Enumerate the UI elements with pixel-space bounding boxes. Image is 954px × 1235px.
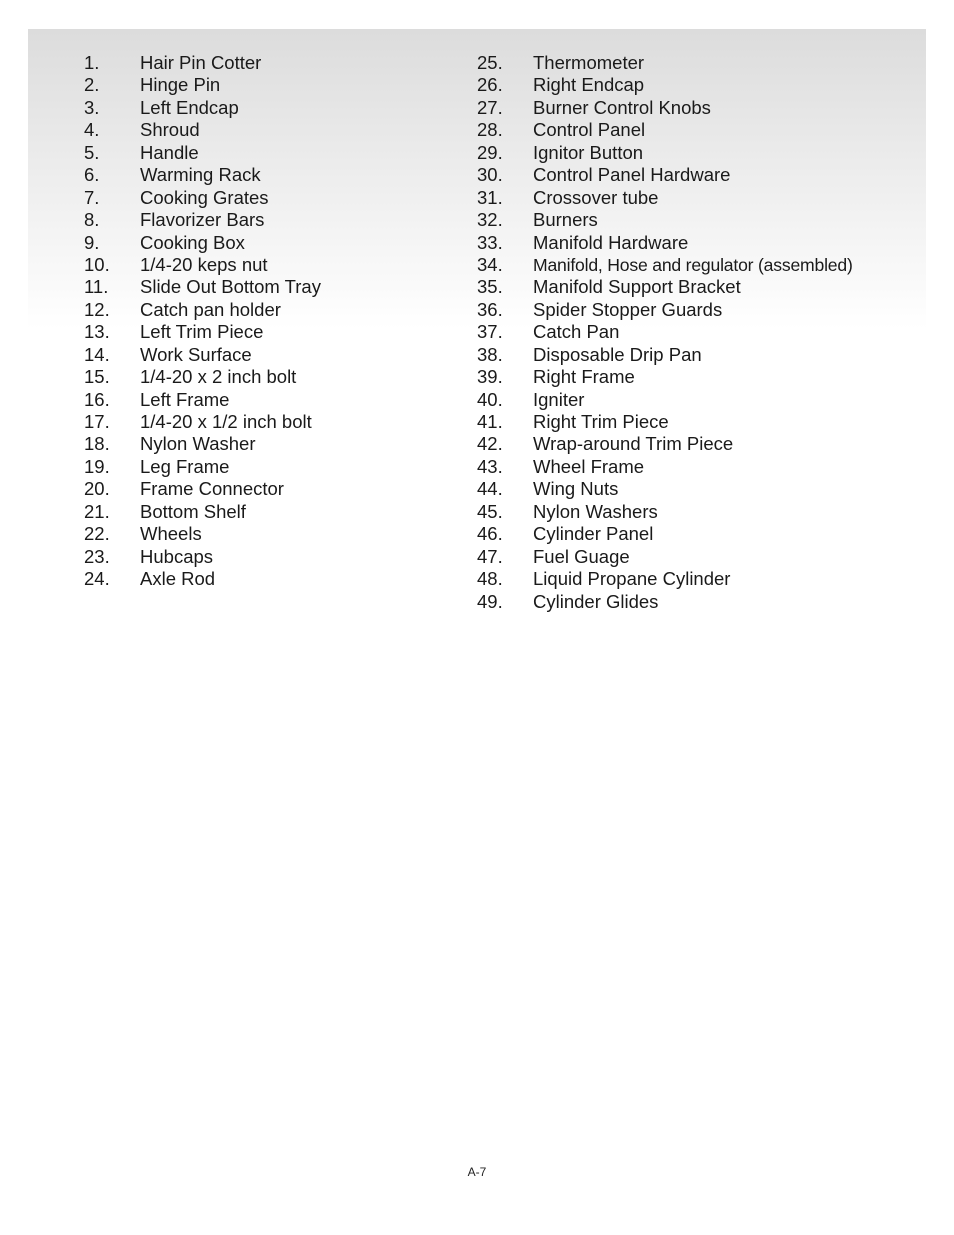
list-item — [84, 523, 321, 545]
list-item — [477, 456, 853, 478]
part-name: Left Frame — [140, 388, 230, 410]
list-item — [477, 501, 853, 523]
list-item — [84, 411, 321, 433]
part-number: 11. — [84, 276, 109, 298]
part-number: 3. — [84, 96, 100, 118]
part-name: Manifold Hardware — [533, 231, 689, 253]
part-number: 44. — [477, 478, 503, 500]
part-name: Catch pan holder — [140, 298, 281, 320]
part-number: 1. — [84, 52, 100, 73]
list-item — [477, 344, 853, 366]
part-number: 12. — [84, 298, 110, 320]
part-number: 45. — [477, 500, 503, 522]
part-number: 18. — [84, 433, 110, 455]
list-item — [84, 187, 321, 209]
list-item — [477, 433, 853, 455]
part-name: Left Trim Piece — [140, 321, 264, 343]
list-item — [477, 254, 853, 276]
list-item — [477, 478, 853, 500]
list-item — [84, 142, 321, 164]
part-name: Right Endcap — [533, 74, 645, 96]
part-name: Cylinder Panel — [533, 523, 654, 545]
list-item — [84, 546, 321, 568]
part-number: 34. — [477, 253, 503, 275]
page-number: A-7 — [467, 1165, 487, 1179]
part-number: 22. — [84, 523, 110, 545]
part-number: 30. — [477, 164, 503, 186]
part-name: Cylinder Glides — [533, 590, 659, 612]
part-name: Catch Pan — [533, 321, 620, 343]
list-item — [477, 276, 853, 298]
parts-list-left-column — [84, 52, 321, 591]
list-item — [84, 52, 321, 74]
part-name: Cooking Box — [140, 231, 245, 253]
part-number: 26. — [477, 74, 503, 96]
part-name: Wing Nuts — [533, 478, 619, 500]
part-name: Nylon Washers — [533, 500, 658, 522]
list-item — [84, 97, 321, 119]
part-name: Crossover tube — [533, 186, 659, 208]
list-item — [477, 74, 853, 96]
part-name: Shroud — [140, 119, 200, 141]
list-item — [84, 456, 321, 478]
part-number: 47. — [477, 545, 503, 567]
part-number: 39. — [477, 366, 503, 388]
part-number: 42. — [477, 433, 503, 455]
part-number: 27. — [477, 96, 503, 118]
part-name: 1/4-20 x 1/2 inch bolt — [140, 411, 312, 432]
part-name: Axle Rod — [140, 568, 216, 590]
part-name: Hair Pin Cotter — [140, 52, 262, 73]
part-number: 40. — [477, 388, 503, 410]
part-name: Fuel Guage — [533, 545, 630, 567]
list-item — [84, 74, 321, 96]
part-number: 19. — [84, 455, 110, 477]
list-item — [477, 591, 853, 613]
part-number: 25. — [477, 52, 503, 73]
part-name: Control Panel Hardware — [533, 164, 731, 186]
part-number: 4. — [84, 119, 100, 141]
list-item — [477, 119, 853, 141]
part-number: 2. — [84, 74, 100, 96]
part-name: Igniter — [533, 388, 585, 410]
list-item — [84, 119, 321, 141]
list-item — [84, 254, 321, 276]
part-number: 49. — [477, 590, 503, 612]
part-number: 6. — [84, 164, 100, 186]
part-name: Leg Frame — [140, 455, 230, 477]
part-number: 32. — [477, 209, 503, 231]
part-number: 5. — [84, 141, 100, 163]
part-number: 29. — [477, 141, 503, 163]
part-number: 13. — [84, 321, 110, 343]
part-name: Manifold, Hose and regulator (assembled) — [533, 254, 853, 275]
part-name: Wheels — [140, 523, 202, 545]
list-item — [477, 366, 853, 388]
part-name: Flavorizer Bars — [140, 209, 265, 231]
list-item — [477, 164, 853, 186]
part-name: Bottom Shelf — [140, 500, 246, 522]
part-name: Hinge Pin — [140, 74, 221, 96]
part-name: Disposable Drip Pan — [533, 343, 702, 365]
part-name: Nylon Washer — [140, 433, 256, 455]
part-name: Cooking Grates — [140, 186, 269, 208]
part-name: Handle — [140, 141, 199, 163]
list-item — [84, 389, 321, 411]
part-number: 14. — [84, 343, 110, 365]
list-item — [84, 344, 321, 366]
part-name: 1/4-20 x 2 inch bolt — [140, 366, 297, 388]
part-number: 36. — [477, 298, 503, 320]
part-name: Burner Control Knobs — [533, 96, 711, 118]
part-name: Slide Out Bottom Tray — [140, 276, 321, 298]
list-item — [477, 299, 853, 321]
part-number: 31. — [477, 186, 503, 208]
list-item — [477, 142, 853, 164]
part-name: 1/4-20 keps nut — [140, 253, 268, 275]
list-item — [84, 209, 321, 231]
part-number: 7. — [84, 186, 100, 208]
part-number: 9. — [84, 231, 100, 253]
part-number: 17. — [84, 411, 110, 432]
part-number: 41. — [477, 411, 503, 432]
list-item — [477, 321, 853, 343]
list-item — [84, 478, 321, 500]
part-name: Right Trim Piece — [533, 411, 669, 432]
part-name: Right Frame — [533, 366, 635, 388]
part-number: 48. — [477, 568, 503, 590]
list-item — [477, 568, 853, 590]
part-name: Liquid Propane Cylinder — [533, 568, 731, 590]
part-number: 15. — [84, 366, 110, 388]
list-item — [477, 232, 853, 254]
part-name: Left Endcap — [140, 96, 239, 118]
part-number: 43. — [477, 455, 503, 477]
part-name: Ignitor Button — [533, 141, 644, 163]
part-name: Frame Connector — [140, 478, 284, 500]
part-name: Manifold Support Bracket — [533, 276, 741, 298]
part-name: Burners — [533, 209, 598, 231]
list-item — [477, 523, 853, 545]
list-item — [477, 411, 853, 433]
part-number: 20. — [84, 478, 110, 500]
list-item — [84, 366, 321, 388]
parts-list-right-column — [477, 52, 853, 613]
part-number: 16. — [84, 388, 110, 410]
part-number: 46. — [477, 523, 503, 545]
part-number: 10. — [84, 253, 110, 275]
part-number: 37. — [477, 321, 503, 343]
part-name: Spider Stopper Guards — [533, 298, 723, 320]
part-name: Wrap-around Trim Piece — [533, 433, 734, 455]
part-number: 21. — [84, 500, 110, 522]
list-item — [84, 501, 321, 523]
part-number: 28. — [477, 119, 503, 141]
part-name: Hubcaps — [140, 545, 214, 567]
list-item — [84, 276, 321, 298]
part-number: 33. — [477, 231, 503, 253]
list-item — [84, 568, 321, 590]
part-name: Wheel Frame — [533, 455, 645, 477]
list-item — [84, 232, 321, 254]
list-item — [477, 389, 853, 411]
part-number: 24. — [84, 568, 110, 590]
part-number: 8. — [84, 209, 100, 231]
list-item — [477, 187, 853, 209]
list-item — [477, 97, 853, 119]
part-number: 23. — [84, 545, 110, 567]
part-number: 35. — [477, 276, 503, 298]
part-name: Work Surface — [140, 343, 252, 365]
list-item — [84, 164, 321, 186]
list-item — [477, 546, 853, 568]
list-item — [84, 299, 321, 321]
part-number: 38. — [477, 343, 503, 365]
list-item — [84, 433, 321, 455]
part-name: Thermometer — [533, 52, 645, 73]
list-item — [477, 209, 853, 231]
part-name: Control Panel — [533, 119, 646, 141]
part-name: Warming Rack — [140, 164, 261, 186]
list-item — [84, 321, 321, 343]
list-item — [477, 52, 853, 74]
